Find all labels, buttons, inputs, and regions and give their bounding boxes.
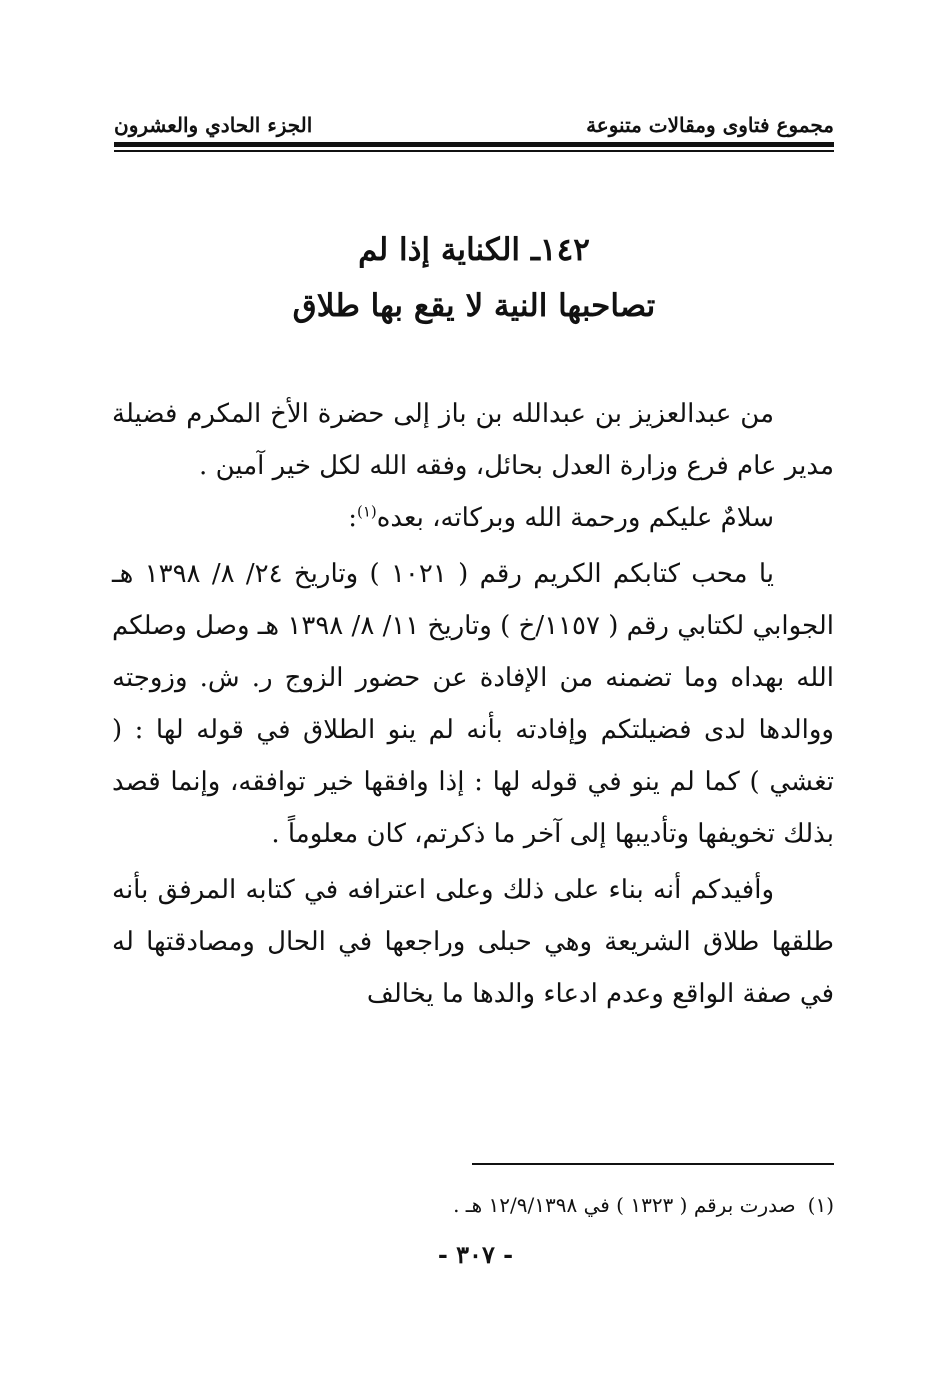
paragraph-reply: يا محب كتابكم الكريم رقم ( ١٠٢١ ) وتاريخ ٢٤/ ٨/ ١٣٩٨ هـ الجوابي لكتابي رقم ( ١١٥٧/خ ) وتاريخ ١١/ ٨/ ١٣٩٨ هـ وصل وصلكم الله بهداه وما تضمنه من الإفادة عن حضور الزوج ر. ش. وزوجته ووالدها لدى فضيلتكم وإفادته بأنه لم ينو الطلاق في قوله لها : ( تغشي ) كما لم ينو في قوله لها : إذا وافقها خير توافقه، وإنما قصد بذلك تخويفها وتأديبها إلى آخر ما ذكرتم، كان معلوماً . <box>112 559 834 849</box>
running-header <box>114 108 834 142</box>
greeting-colon: : <box>348 503 357 533</box>
volume-label: الجزء الحادي والعشرون <box>114 113 313 137</box>
footnote-separator <box>472 1163 834 1165</box>
book-title: مجموع فتاوى ومقالات متنوعة <box>586 113 834 137</box>
footnote-text: صدرت برقم ( ١٣٢٣ ) في ١٢/٩/١٣٩٨ هـ . <box>453 1193 796 1217</box>
footnote <box>453 1193 834 1217</box>
paragraph-salutation: من عبدالعزيز بن عبدالله بن باز إلى حضرة الأخ المكرم فضيلة مدير عام فرع وزارة العدل بحائل، وفقه الله لكل خير آمين . <box>112 399 834 481</box>
paragraph-greeting <box>112 492 834 544</box>
paragraph-ruling: وأفيدكم أنه بناء على ذلك وعلى اعترافه في كتابه المرفق بأنه طلقها طلاق الشريعة وهي حبلى وراجعها في الحال ومصادقتها له في صفة الواقع وعدم ادعاء والدها ما يخالف <box>112 875 834 1009</box>
header-rule-thin <box>114 150 834 152</box>
footnote-marker[interactable]: (١) <box>356 502 377 521</box>
header-rule-thick <box>114 142 834 147</box>
article-body <box>112 388 834 1020</box>
footnote-number: (١) <box>807 1193 834 1217</box>
page-number: - ٣٠٧ - <box>437 1240 514 1269</box>
title-line-2: تصاحبها النية لا يقع بها طلاق <box>292 288 656 324</box>
greeting-text: سلامٌ عليكم ورحمة الله وبركاته، بعده <box>376 503 774 533</box>
title-line-1: ١٤٢ـ الكناية إذا لم <box>358 232 590 268</box>
article-title <box>114 222 834 334</box>
